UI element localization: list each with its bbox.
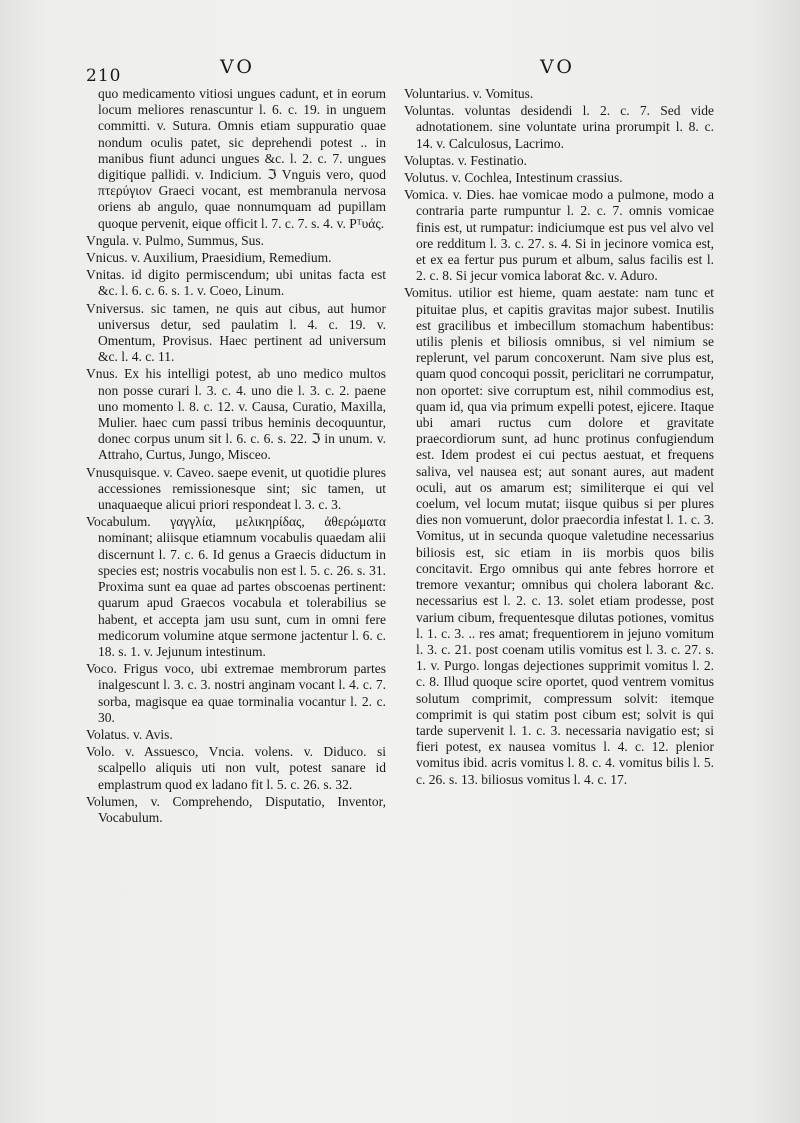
running-head-right: VO	[540, 56, 575, 78]
index-entry: Vniversus. sic tamen, ne quis aut cibus, aut humor universus detur, sed paulatim l. 4. c. 19. v. Omentum, Provisus. Haec pertinent ad universum &c. l. 4. c. 11.	[86, 300, 386, 365]
page-header	[0, 52, 800, 86]
right-column	[404, 86, 714, 789]
index-entry: Vomitus. utilior est hieme, quam aestate: nam tunc et pituitae plus, et capitis gravitas major subest. Inutilis est gracilibus et imbecillum stomachum habentibus: utilis plenis et biliosis omnibus, si vel nimium se replerunt, vel parum concoxerunt. Nam sive plus est, quam quod concoqui possit, periclitari ne corrumpatur, non oportet: sive corruptum est, nihil commodius est, quam id, qua via primum expelli potest, ejicere. Itaque ubi amari ructus cum dolore et gravitate praecordiorum sunt, ad hunc protinus confugiendum est. Idem prodest ei cui pectus aestuat, et frequens saliva, vel nausea est; aut sonant aures, aut madent oculi, aut os amarum est; similiterque ei qui vel coelum, vel locum mutat; iisque quibus si per plures dies non vomuerunt, dolor praecordia infestat l. 1. c. 3. Vomitus, ut in secunda quoque valetudine necessarius biliosis est, sic etiam in iis morbis quos bilis concitavit. Ergo omnibus qui ante febres horrore et tremore vexantur; omnibus qui cholera laborant &c. necessarius est l. 2. c. 13. solet etiam prodesse, post varium cibum, frequentesque dilutas potiones, vomitus l. 1. c. 3. .. res amat; frequentiorem in jejuno vomitum l. 3. c. 21. post coenam utilis vomitus est l. 3. c. 27. s. 1. v. Purgo. longas dejectiones supprimit vomitus l. 2. c. 8. Illud quoque scire oportet, quod ventrem vomitus solutum comprimit, compressum solvit: itemque comprimit is qui statim post cibum est; solvit is qui tarde supervenit l. 1. c. 3. necessaria navigatio est; si fieri potest, ex nausea vomitus l. 4. c. 12. plenior vomitus ibid. acris vomitus l. 8. c. 4. vomitus bilis l. 5. c. 26. s. 13. biliosus vomitus l. 4. c. 17.	[404, 285, 714, 787]
index-entry: Vnitas. id digito permiscendum; ubi unitas facta est &c. l. 6. c. 6. s. 1. v. Coeo, Linum.	[86, 267, 386, 299]
index-entry: Vnicus. v. Auxilium, Praesidium, Remedium.	[86, 250, 332, 266]
index-entry: Vnusquisque. v. Caveo. saepe evenit, ut quotidie plures accessiones remissionesque sint; sic tamen, ut unaquaeque alicui priori respondeat l. 3. c. 3.	[86, 464, 386, 513]
index-entry: Voluntarius. v. Vomitus.	[404, 86, 534, 101]
left-column	[86, 86, 386, 827]
index-entry: Volatus. v. Avis.	[86, 726, 173, 742]
page-number: 210	[86, 66, 122, 86]
index-entry: Vomica. v. Dies. hae vomicae modo a pulmone, modo a contraria parte rumpuntur l. 2. c. 7. omnis vomicae finis est, ut rumpatur: indiciumque est pus vel alvo vel ore redditum l. 3. c. 27. s. 4. Si in jecinore vomica est, et ex ea fertur pus purum et album, salus facilis est l. 2. c. 8. Si jecur vomica laborat &c. v. Aduro.	[404, 187, 714, 284]
index-entry: Voluptas. v. Festinatio.	[404, 152, 528, 168]
index-entry: Voco. Frigus voco, ubi extremae membrorum partes inalgescunt l. 3. c. 3. nostri anginam vocant l. 4. c. 7. sorba, magisque ea quae torminalia vocantur l. 2. c. 30.	[86, 661, 386, 725]
index-entry: Voluntas. voluntas desidendi l. 2. c. 7. Sed vide adnotationem. sine voluntate urina prorumpit l. 8. c. 14. v. Calculosus, Lacrimo.	[404, 103, 714, 151]
running-head-left: VO	[220, 56, 255, 78]
index-entry: Volutus. v. Cochlea, Intestinum crassius.	[404, 170, 623, 186]
index-entry: Vocabulum. γαγγλία, μελικηρίδας, ἀθερώματα nominant; aliisque etiamnum vocabulis quaedam alii discernunt l. 7. c. 6. Id genus a Graecis diductum in species est; nostris vocabulis non est l. 5. c. 26. s. 31. Proxima sunt ea quae ad partes obscoenas pertinent: quarum apud Graecos vocabula et tolerabilius se habent, et accepta jam usu sunt, cum in omni fere medicorum volumine atque sermone jactentur l. 6. c. 18. s. 1. v. Jejunum intestinum.	[86, 514, 386, 659]
index-entry: Vngula. v. Pulmo, Summus, Sus.	[86, 232, 265, 248]
index-entry: Volo. v. Assuesco, Vncia. volens. v. Diduco. si scalpello aliquis uti non vult, potest sanare id emplastrum quod ex ladano fit l. 5. c. 26. s. 32.	[86, 744, 386, 792]
index-entry: Vnus. Ex his intelligi potest, ab uno medico multos non posse curari l. 3. c. 4. uno die l. 3. c. 2. paene uno momento l. 8. c. 12. v. Causa, Curatio, Maxilla, Mulier. haec cum passi tribus heminis decoquuntur, donec corpus unum sit l. 6. c. 6. s. 22. ℑ in unum. v. Attraho, Curtus, Jungo, Misceo.	[86, 366, 386, 463]
index-entry: quo medicamento vitiosi ungues cadunt, et in eorum locum meliores renascuntur l. 6. c. 19. in unguem committi. v. Sutura. Omnis etiam suppuratio quae nondum oculis patet, sic deprehendi potest .. in manibus fiunt adunci ungues &c. l. 2. c. 7. ungues digitique pallidi. v. Indicium. ℑ Vnguis vero, quod πτερύγιον Graeci vocant, est membranula nervosa oriens ab angulo, quae nonnumquam ad pupillam quoque pervenit, eique officit l. 7. c. 7. s. 4. v. Pᵀυάς.	[98, 86, 386, 231]
index-entry: Volumen, v. Comprehendo, Disputatio, Inventor, Vocabulum.	[86, 793, 386, 825]
